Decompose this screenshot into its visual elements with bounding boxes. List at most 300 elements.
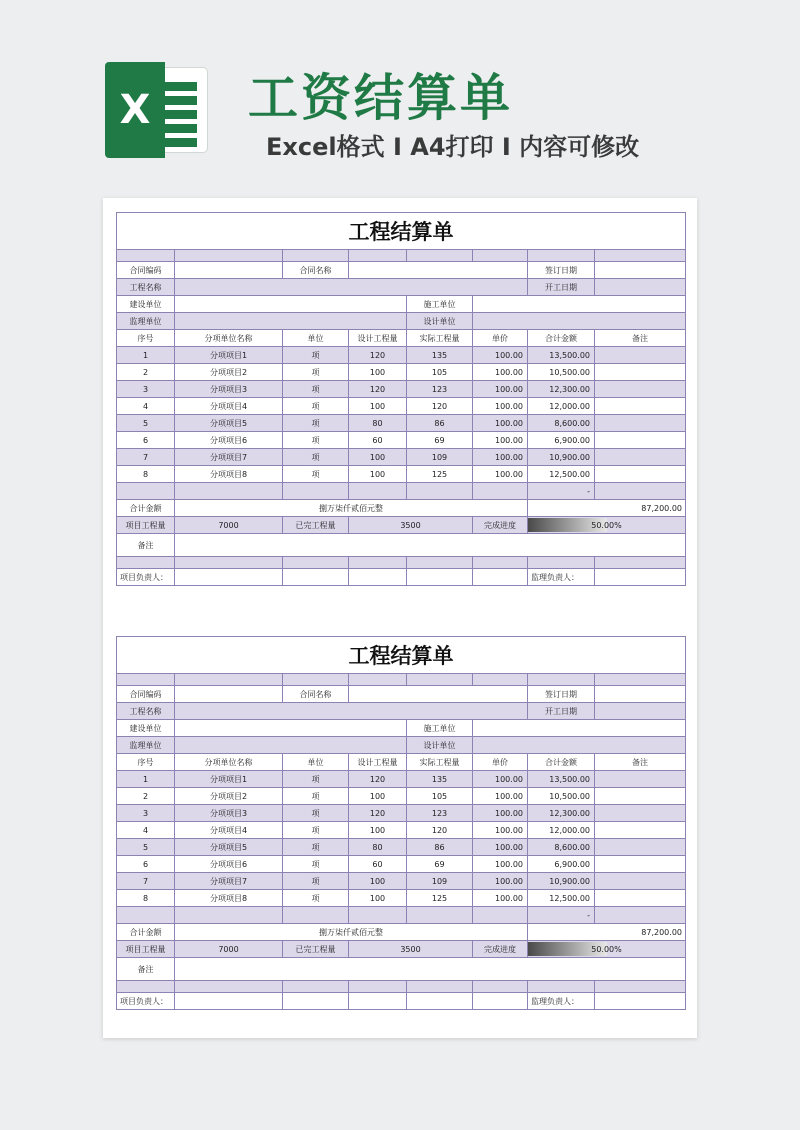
table-cell: 100.00 xyxy=(473,432,528,449)
empty-cell xyxy=(407,993,473,1010)
settlement-sheet-2 xyxy=(116,636,686,1010)
empty-cell xyxy=(595,674,686,686)
table-cell: 100.00 xyxy=(473,822,528,839)
table-row xyxy=(117,398,686,415)
sheet-title: 工程结算单 xyxy=(117,637,686,674)
table-cell: 86 xyxy=(407,839,473,856)
sheet-row xyxy=(117,569,686,586)
table-cell: 12,000.00 xyxy=(528,398,595,415)
empty-cell xyxy=(175,981,283,993)
table-cell: - xyxy=(528,907,595,924)
table-cell: 69 xyxy=(407,432,473,449)
sign-date-value[interactable] xyxy=(595,686,686,703)
column-header: 单位 xyxy=(283,754,349,771)
table-row xyxy=(117,432,686,449)
total-label: 合计金额 xyxy=(117,500,175,517)
table-cell: 项 xyxy=(283,449,349,466)
sign-date-label: 签订日期 xyxy=(528,686,595,703)
remark-label: 备注 xyxy=(117,958,175,981)
table-cell xyxy=(407,907,473,924)
table-cell: 135 xyxy=(407,347,473,364)
table-cell: 2 xyxy=(117,364,175,381)
supervisor-value[interactable] xyxy=(175,313,407,330)
table-cell xyxy=(283,907,349,924)
column-header: 合计金额 xyxy=(528,754,595,771)
empty-cell xyxy=(117,981,175,993)
start-date-label: 开工日期 xyxy=(528,703,595,720)
supervisor-head-label: 监理负责人： xyxy=(528,569,595,586)
table-cell: 7 xyxy=(117,873,175,890)
table-row xyxy=(117,347,686,364)
table-cell: 8,600.00 xyxy=(528,839,595,856)
table-cell xyxy=(117,483,175,500)
table-cell: 8,600.00 xyxy=(528,415,595,432)
table-cell: 4 xyxy=(117,822,175,839)
sheet-row xyxy=(117,250,686,262)
table-cell xyxy=(595,805,686,822)
table-cell: 10,500.00 xyxy=(528,364,595,381)
sheet-row xyxy=(117,737,686,754)
table-cell: 1 xyxy=(117,771,175,788)
table-cell: 125 xyxy=(407,466,473,483)
empty-cell xyxy=(349,250,407,262)
table-cell: 100.00 xyxy=(473,364,528,381)
table-cell: 项 xyxy=(283,466,349,483)
empty-cell xyxy=(283,674,349,686)
contract-no-value[interactable] xyxy=(175,686,283,703)
empty-cell xyxy=(349,569,407,586)
table-cell: 100 xyxy=(349,788,407,805)
table-cell: 100.00 xyxy=(473,449,528,466)
progress-label: 完成进度 xyxy=(473,517,528,534)
empty-cell xyxy=(528,250,595,262)
table-row xyxy=(117,483,686,500)
table-cell: 分项项目3 xyxy=(175,381,283,398)
total-amount: 87,200.00 xyxy=(528,500,686,517)
remark-value[interactable] xyxy=(175,534,686,557)
table-cell: 6 xyxy=(117,856,175,873)
table-row xyxy=(117,873,686,890)
table-cell: 60 xyxy=(349,856,407,873)
table-cell: 100.00 xyxy=(473,415,528,432)
empty-cell xyxy=(175,569,283,586)
supervisor-head-value[interactable] xyxy=(595,569,686,586)
table-cell: 3 xyxy=(117,381,175,398)
sheet-row xyxy=(117,924,686,941)
contract-no-value[interactable] xyxy=(175,262,283,279)
table-cell xyxy=(595,466,686,483)
table-cell xyxy=(595,449,686,466)
table-cell: 120 xyxy=(349,347,407,364)
empty-cell xyxy=(349,674,407,686)
table-cell: 项 xyxy=(283,347,349,364)
table-cell xyxy=(175,483,283,500)
designer-label: 设计单位 xyxy=(407,313,473,330)
table-cell: 100 xyxy=(349,822,407,839)
table-cell xyxy=(595,771,686,788)
table-cell: 13,500.00 xyxy=(528,771,595,788)
sheet-row xyxy=(117,981,686,993)
table-cell: 分项项目6 xyxy=(175,856,283,873)
empty-cell xyxy=(117,557,175,569)
banner-subtitle: Excel格式 I A4打印 I 内容可修改 xyxy=(266,133,640,161)
table-cell: 80 xyxy=(349,839,407,856)
table-cell: 项 xyxy=(283,873,349,890)
empty-cell xyxy=(283,557,349,569)
constructor-value[interactable] xyxy=(473,296,686,313)
table-cell: 分项项目7 xyxy=(175,873,283,890)
table-cell: 12,300.00 xyxy=(528,381,595,398)
empty-cell xyxy=(407,569,473,586)
empty-cell xyxy=(595,981,686,993)
empty-cell xyxy=(283,250,349,262)
sheet-row xyxy=(117,720,686,737)
table-cell: 13,500.00 xyxy=(528,347,595,364)
designer-value[interactable] xyxy=(473,737,686,754)
constructor-label: 施工单位 xyxy=(407,720,473,737)
table-cell: 项 xyxy=(283,890,349,907)
column-header: 单价 xyxy=(473,754,528,771)
table-row xyxy=(117,415,686,432)
table-cell xyxy=(595,432,686,449)
done-qty-value: 3500 xyxy=(349,517,473,534)
supervisor-label: 监理单位 xyxy=(117,313,175,330)
table-row xyxy=(117,381,686,398)
table-row xyxy=(117,364,686,381)
empty-cell xyxy=(473,569,528,586)
column-header: 单价 xyxy=(473,330,528,347)
empty-cell xyxy=(175,557,283,569)
table-cell: 120 xyxy=(349,771,407,788)
sign-date-label: 签订日期 xyxy=(528,262,595,279)
start-date-value[interactable] xyxy=(595,279,686,296)
total-in-words: 捌万柒仟贰佰元整 xyxy=(175,924,528,941)
table-cell: 6,900.00 xyxy=(528,432,595,449)
table-cell xyxy=(595,398,686,415)
empty-cell xyxy=(407,250,473,262)
sheet-row xyxy=(117,213,686,250)
empty-cell xyxy=(595,250,686,262)
project-qty-label: 项目工程量 xyxy=(117,941,175,958)
empty-cell xyxy=(349,981,407,993)
sheet-row xyxy=(117,686,686,703)
column-header: 实际工程量 xyxy=(407,754,473,771)
table-row xyxy=(117,839,686,856)
table-cell: 项 xyxy=(283,805,349,822)
table-cell: 100 xyxy=(349,364,407,381)
sheet-row xyxy=(117,674,686,686)
designer-value[interactable] xyxy=(473,313,686,330)
empty-cell xyxy=(473,557,528,569)
start-date-value[interactable] xyxy=(595,703,686,720)
contract-name-label: 合同名称 xyxy=(283,262,349,279)
table-cell: 项 xyxy=(283,788,349,805)
table-cell: 100.00 xyxy=(473,466,528,483)
builder-value[interactable] xyxy=(175,296,407,313)
manager-label: 项目负责人： xyxy=(117,569,175,586)
table-cell: 分项项目4 xyxy=(175,398,283,415)
table-cell: 6,900.00 xyxy=(528,856,595,873)
table-cell: 分项项目1 xyxy=(175,347,283,364)
done-qty-value: 3500 xyxy=(349,941,473,958)
total-label: 合计金额 xyxy=(117,924,175,941)
designer-label: 设计单位 xyxy=(407,737,473,754)
table-cell: 100.00 xyxy=(473,839,528,856)
table-cell: 分项项目2 xyxy=(175,788,283,805)
table-cell xyxy=(349,483,407,500)
table-cell xyxy=(175,907,283,924)
table-cell: 1 xyxy=(117,347,175,364)
empty-cell xyxy=(528,981,595,993)
sheet-row xyxy=(117,703,686,720)
table-row xyxy=(117,907,686,924)
manager-label: 项目负责人： xyxy=(117,993,175,1010)
empty-cell xyxy=(528,557,595,569)
table-cell: 8 xyxy=(117,890,175,907)
table-cell: 135 xyxy=(407,771,473,788)
empty-cell xyxy=(283,993,349,1010)
table-cell: 100 xyxy=(349,398,407,415)
table-row xyxy=(117,890,686,907)
table-cell xyxy=(473,907,528,924)
empty-cell xyxy=(175,250,283,262)
empty-cell xyxy=(175,674,283,686)
table-cell xyxy=(283,483,349,500)
table-cell xyxy=(595,890,686,907)
sheet-title: 工程结算单 xyxy=(117,213,686,250)
column-header: 设计工程量 xyxy=(349,330,407,347)
table-cell: 12,000.00 xyxy=(528,822,595,839)
table-cell: 60 xyxy=(349,432,407,449)
project-name-label: 工程名称 xyxy=(117,279,175,296)
table-row xyxy=(117,449,686,466)
table-cell xyxy=(349,907,407,924)
table-cell: 项 xyxy=(283,432,349,449)
contract-name-value[interactable] xyxy=(349,686,528,703)
table-cell: 分项项目8 xyxy=(175,890,283,907)
empty-cell xyxy=(473,993,528,1010)
table-row xyxy=(117,466,686,483)
table-cell: 105 xyxy=(407,364,473,381)
sign-date-value[interactable] xyxy=(595,262,686,279)
table-cell: 100 xyxy=(349,449,407,466)
contract-no-label: 合同编码 xyxy=(117,262,175,279)
table-row xyxy=(117,856,686,873)
supervisor-head-label: 监理负责人： xyxy=(528,993,595,1010)
table-cell: 100.00 xyxy=(473,890,528,907)
table-cell: 5 xyxy=(117,839,175,856)
empty-cell xyxy=(407,674,473,686)
sheet-row xyxy=(117,958,686,981)
table-cell xyxy=(595,483,686,500)
sheet-row xyxy=(117,941,686,958)
table-cell: 109 xyxy=(407,449,473,466)
table-cell: 项 xyxy=(283,364,349,381)
table-cell: 109 xyxy=(407,873,473,890)
empty-cell xyxy=(473,250,528,262)
table-cell: 100.00 xyxy=(473,347,528,364)
table-row xyxy=(117,822,686,839)
remark-value[interactable] xyxy=(175,958,686,981)
empty-cell xyxy=(283,569,349,586)
column-header: 实际工程量 xyxy=(407,330,473,347)
table-cell: 100.00 xyxy=(473,873,528,890)
sheet-row xyxy=(117,330,686,347)
table-cell: 86 xyxy=(407,415,473,432)
progress-text: 50.00% xyxy=(591,520,622,530)
supervisor-head-value[interactable] xyxy=(595,993,686,1010)
table-cell xyxy=(595,415,686,432)
table-cell: 123 xyxy=(407,381,473,398)
progress-bar xyxy=(528,517,686,534)
table-cell: 项 xyxy=(283,839,349,856)
table-cell: 10,900.00 xyxy=(528,449,595,466)
column-header: 序号 xyxy=(117,330,175,347)
table-cell: 123 xyxy=(407,805,473,822)
table-cell: 105 xyxy=(407,788,473,805)
table-cell: 120 xyxy=(349,805,407,822)
table-cell: 分项项目5 xyxy=(175,415,283,432)
sheet-row xyxy=(117,500,686,517)
table-cell: 120 xyxy=(407,822,473,839)
table-cell: 125 xyxy=(407,890,473,907)
table-cell xyxy=(407,483,473,500)
table-cell: 分项项目4 xyxy=(175,822,283,839)
progress-bar xyxy=(528,941,686,958)
table-cell: 100.00 xyxy=(473,398,528,415)
table-cell: 4 xyxy=(117,398,175,415)
table-cell: 80 xyxy=(349,415,407,432)
remark-label: 备注 xyxy=(117,534,175,557)
progress-text: 50.00% xyxy=(591,944,622,954)
table-cell: 100.00 xyxy=(473,856,528,873)
empty-cell xyxy=(407,981,473,993)
empty-cell xyxy=(407,557,473,569)
project-name-label: 工程名称 xyxy=(117,703,175,720)
table-cell xyxy=(595,873,686,890)
contract-name-value[interactable] xyxy=(349,262,528,279)
total-in-words: 捌万柒仟贰佰元整 xyxy=(175,500,528,517)
table-cell: 10,900.00 xyxy=(528,873,595,890)
column-header: 单位 xyxy=(283,330,349,347)
sheet-row xyxy=(117,993,686,1010)
table-cell: 项 xyxy=(283,381,349,398)
sheet-row xyxy=(117,637,686,674)
table-cell: 69 xyxy=(407,856,473,873)
project-name-value[interactable] xyxy=(175,279,528,296)
table-cell: 项 xyxy=(283,856,349,873)
table-cell: 100.00 xyxy=(473,788,528,805)
table-cell: 项 xyxy=(283,398,349,415)
table-cell: 120 xyxy=(349,381,407,398)
settlement-sheet-1 xyxy=(116,212,686,586)
excel-logo-icon: X xyxy=(105,62,207,158)
empty-cell xyxy=(175,993,283,1010)
empty-cell xyxy=(349,993,407,1010)
table-row xyxy=(117,771,686,788)
table-row xyxy=(117,805,686,822)
table-cell: 分项项目7 xyxy=(175,449,283,466)
table-cell: 项 xyxy=(283,771,349,788)
table-cell: 100.00 xyxy=(473,771,528,788)
table-cell: 100.00 xyxy=(473,381,528,398)
table-cell xyxy=(595,364,686,381)
table-cell: 10,500.00 xyxy=(528,788,595,805)
sheet-row xyxy=(117,313,686,330)
table-cell xyxy=(473,483,528,500)
table-row xyxy=(117,788,686,805)
builder-value[interactable] xyxy=(175,720,407,737)
sheet-row xyxy=(117,557,686,569)
supervisor-label: 监理单位 xyxy=(117,737,175,754)
table-cell: 项 xyxy=(283,415,349,432)
table-cell: 100 xyxy=(349,873,407,890)
progress-label: 完成进度 xyxy=(473,941,528,958)
supervisor-value[interactable] xyxy=(175,737,407,754)
table-cell: 120 xyxy=(407,398,473,415)
table-cell: 项 xyxy=(283,822,349,839)
table-cell: 分项项目5 xyxy=(175,839,283,856)
table-cell: 分项项目2 xyxy=(175,364,283,381)
empty-cell xyxy=(595,557,686,569)
table-cell: 12,300.00 xyxy=(528,805,595,822)
column-header: 合计金额 xyxy=(528,330,595,347)
sheet-row xyxy=(117,754,686,771)
column-header: 备注 xyxy=(595,330,686,347)
table-cell xyxy=(117,907,175,924)
empty-cell xyxy=(528,674,595,686)
table-cell xyxy=(595,907,686,924)
done-qty-label: 已完工程量 xyxy=(283,941,349,958)
column-header: 备注 xyxy=(595,754,686,771)
project-qty-value: 7000 xyxy=(175,517,283,534)
project-name-value[interactable] xyxy=(175,703,528,720)
column-header: 分项单位名称 xyxy=(175,330,283,347)
start-date-label: 开工日期 xyxy=(528,279,595,296)
sheet-row xyxy=(117,262,686,279)
empty-cell xyxy=(117,250,175,262)
sheet-row xyxy=(117,279,686,296)
column-header: 序号 xyxy=(117,754,175,771)
table-cell xyxy=(595,822,686,839)
table-cell xyxy=(595,347,686,364)
empty-cell xyxy=(349,557,407,569)
table-cell xyxy=(595,788,686,805)
table-cell: 分项项目1 xyxy=(175,771,283,788)
constructor-label: 施工单位 xyxy=(407,296,473,313)
empty-cell xyxy=(473,981,528,993)
table-cell: 分项项目6 xyxy=(175,432,283,449)
project-qty-label: 项目工程量 xyxy=(117,517,175,534)
total-amount: 87,200.00 xyxy=(528,924,686,941)
table-cell: 3 xyxy=(117,805,175,822)
table-cell: 100 xyxy=(349,466,407,483)
table-cell xyxy=(595,856,686,873)
table-cell: 分项项目8 xyxy=(175,466,283,483)
table-cell xyxy=(595,381,686,398)
table-cell: 100.00 xyxy=(473,805,528,822)
sheet-row xyxy=(117,534,686,557)
contract-name-label: 合同名称 xyxy=(283,686,349,703)
done-qty-label: 已完工程量 xyxy=(283,517,349,534)
table-cell: 12,500.00 xyxy=(528,890,595,907)
table-cell xyxy=(595,839,686,856)
table-cell: 8 xyxy=(117,466,175,483)
column-header: 设计工程量 xyxy=(349,754,407,771)
builder-label: 建设单位 xyxy=(117,296,175,313)
constructor-value[interactable] xyxy=(473,720,686,737)
column-header: 分项单位名称 xyxy=(175,754,283,771)
